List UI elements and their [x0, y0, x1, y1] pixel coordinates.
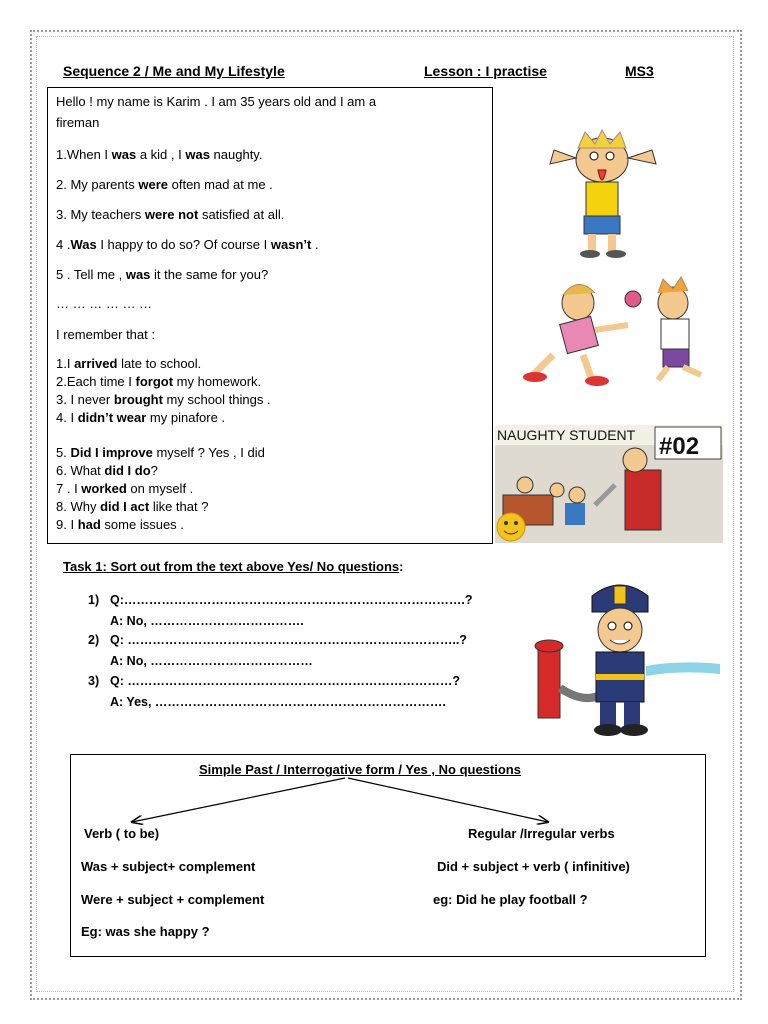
naughty-banner-text: NAUGHTY STUDENT [497, 427, 636, 443]
grammar-right-example: eg: Did he play football ? [433, 892, 588, 907]
sequence-title: Sequence 2 / Me and My Lifestyle [63, 63, 285, 79]
grammar-right-rule-1: Did + subject + verb ( infinitive) [437, 859, 630, 874]
fireman-illustration [530, 578, 726, 740]
text-line: … … … … … … [56, 296, 153, 311]
grammar-right-heading: Regular /Irregular verbs [468, 826, 615, 841]
text-line: 1.When I was a kid , I was naughty. [56, 147, 263, 162]
task1-item-2-question[interactable]: Q: ……………………………………………………………………..? [110, 633, 467, 647]
grammar-title: Simple Past / Interrogative form / Yes , No questions [199, 762, 521, 777]
task1-item-3-num: 3) [88, 674, 100, 688]
task1-item-2-answer[interactable]: A: No, ………………………………… [110, 654, 313, 668]
grammar-left-rule-1: Was + subject+ complement [81, 859, 256, 874]
text-line: 3. My teachers were not satisfied at all. [56, 207, 285, 222]
text-line: 5. Did I improve myself ? Yes , I did [56, 445, 265, 460]
task1-item-3-question[interactable]: Q: ……………………………………………………………………? [110, 674, 460, 688]
lesson-title: Lesson : I practise [424, 63, 547, 79]
level-label: MS3 [625, 63, 654, 79]
text-line: 4 .Was I happy to do so? Of course I wasn’t . [56, 237, 319, 252]
grammar-left-heading: Verb ( to be) [84, 826, 160, 841]
task1-item-3-answer[interactable]: A: Yes, ……………………………………………………………. [110, 695, 446, 709]
text-line: Hello ! my name is Karim . I am 35 years old and I am a [56, 94, 377, 109]
text-line: 2. My parents were often mad at me . [56, 177, 273, 192]
text-line: 4. I didn’t wear my pinafore . [56, 410, 226, 425]
task1-title: Task 1: Sort out from the text above Yes/ No questions: [63, 559, 404, 574]
text-line: 6. What did I do? [56, 463, 158, 478]
grammar-left-example: Eg: was she happy ? [81, 924, 210, 939]
kids-fighting-illustration [523, 275, 718, 387]
reading-text-box [47, 87, 493, 544]
task1-item-1-num: 1) [88, 593, 100, 607]
grammar-branch-arrows [120, 776, 560, 828]
naughty-student-cartoon [495, 425, 723, 543]
text-line: I remember that : [56, 327, 155, 342]
text-line: 8. Why did I act like that ? [56, 499, 209, 514]
naughty-boy-illustration [540, 128, 690, 263]
grammar-left-rule-2: Were + subject + complement [81, 892, 265, 907]
text-line: 5 . Tell me , was it the same for you? [56, 267, 269, 282]
task1-item-2-num: 2) [88, 633, 100, 647]
task1-item-1-answer[interactable]: A: No, ………………………………. [110, 614, 304, 628]
text-line: 1.I arrived late to school. [56, 356, 202, 371]
text-line: 3. I never brought my school things . [56, 392, 271, 407]
text-line: 2.Each time I forgot my homework. [56, 374, 262, 389]
task1-item-1-question[interactable]: Q:……………………………………………………………………….? [110, 593, 473, 607]
text-line: 9. I had some issues . [56, 517, 184, 532]
naughty-number-text: #02 [659, 433, 700, 460]
text-line: fireman [56, 115, 100, 130]
text-line: 7 . I worked on myself . [56, 481, 194, 496]
